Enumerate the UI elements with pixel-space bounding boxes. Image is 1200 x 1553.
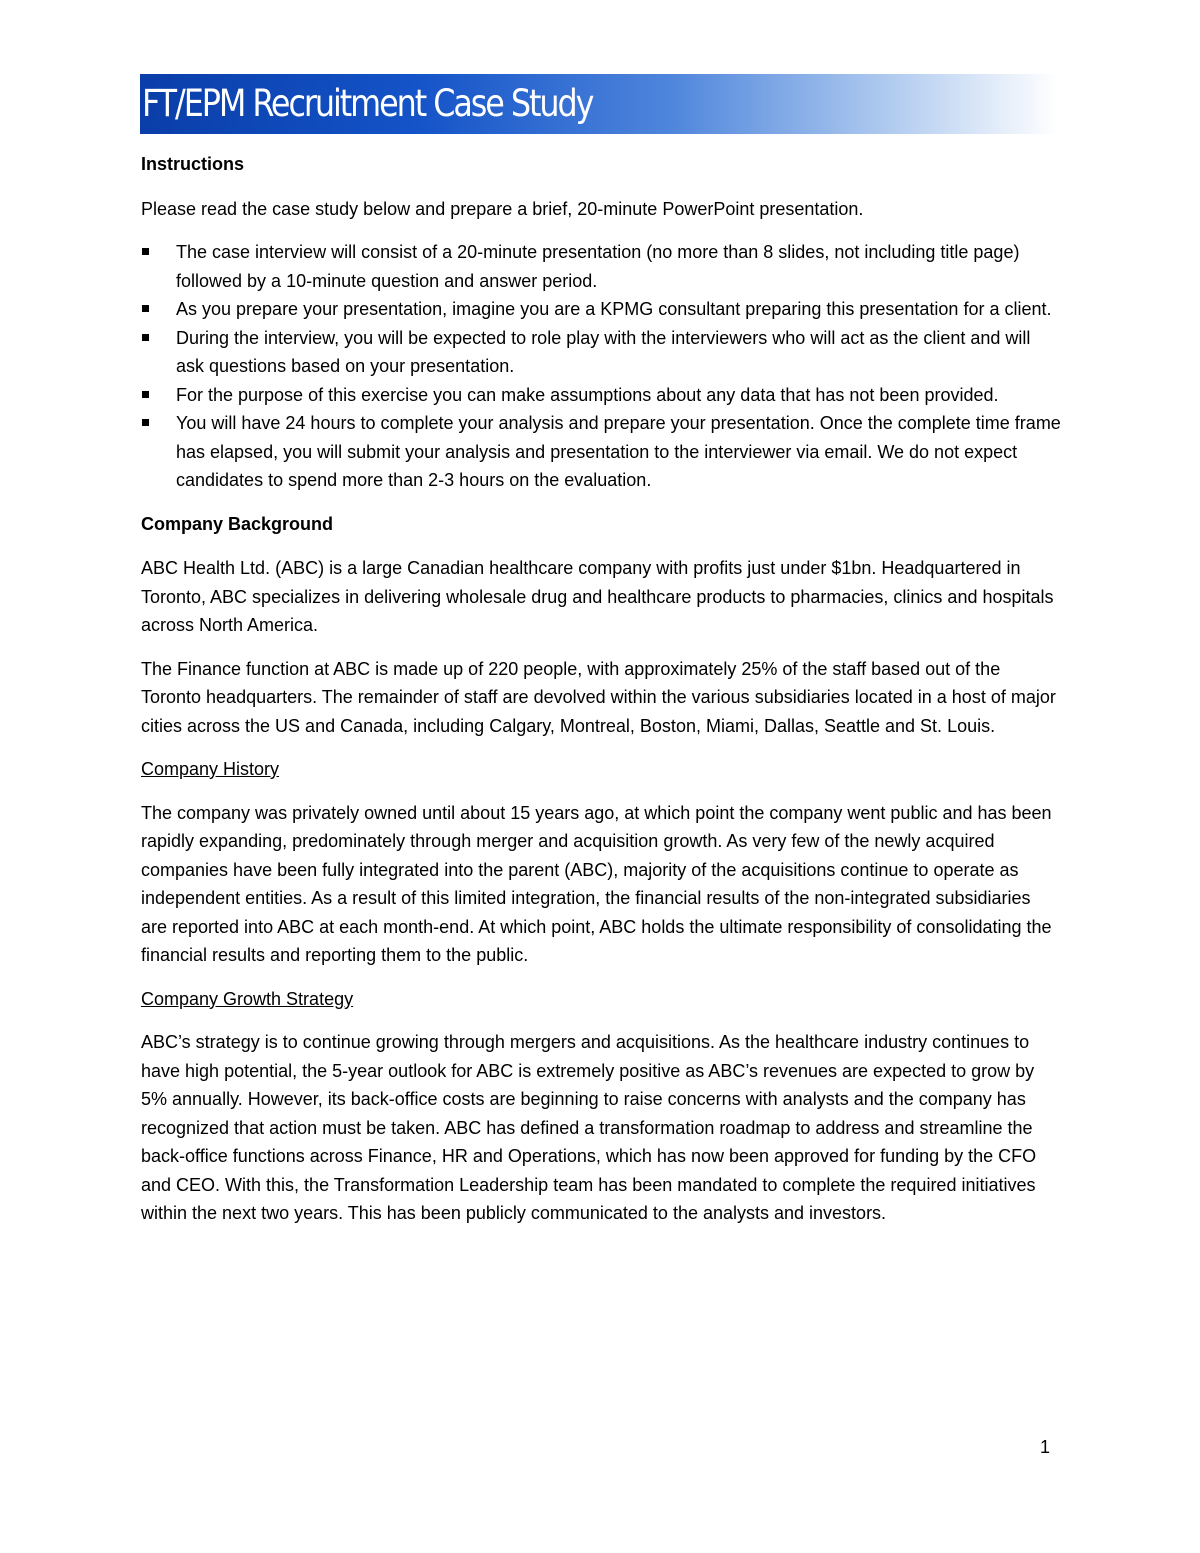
document-title: FT/EPM Recruitment Case Study xyxy=(142,82,593,125)
square-bullet-icon xyxy=(142,334,149,341)
instructions-intro: Please read the case study below and prepare a brief, 20-minute PowerPoint presentation. xyxy=(141,198,864,219)
company-history-heading: Company History xyxy=(141,759,280,779)
list-item-text: As you prepare your presentation, imagine you are a KPMG consultant preparing this presentation for a client. xyxy=(176,299,1052,319)
document-body xyxy=(141,150,1061,1243)
square-bullet-icon xyxy=(142,248,149,255)
list-item xyxy=(141,238,1061,295)
instructions-heading: Instructions xyxy=(141,154,245,174)
background-paragraph: The Finance function at ABC is made up of 220 people, with approximately 25% of the staff based out of the Toronto headquarters. The remainder of staff are devolved within the various subsidiaries located in a host of major cities across the US and Canada, including Calgary, Montreal, Boston, Miami, Dallas, Seattle and St. Louis. xyxy=(141,658,1056,736)
list-item-text: During the interview, you will be expected to role play with the interviewers who will act as the client and will ask questions based on your presentation. xyxy=(176,327,1031,376)
background-paragraph: ABC Health Ltd. (ABC) is a large Canadian healthcare company with profits just under $1bn. Headquartered in Toronto, ABC specializes in delivering wholesale drug and healthcare products to pharmacies, clinics and hospitals across North America. xyxy=(141,558,1054,635)
list-item-text: You will have 24 hours to complete your analysis and prepare your presentation. Once the complete time frame has elapsed, you will submit your analysis and presentation to the interviewer via email. We do not expect candidates to spend more than 2-3 hours on the evaluation. xyxy=(176,413,1061,490)
company-growth-strategy-heading: Company Growth Strategy xyxy=(141,988,354,1009)
list-item-text: The case interview will consist of a 20-minute presentation (no more than 8 slides, not including title page) followed by a 10-minute question and answer period. xyxy=(176,242,1020,291)
instructions-list xyxy=(141,238,1061,495)
history-paragraph: The company was privately owned until about 15 years ago, at which point the company went public and has been rapidly expanding, predominately through merger and acquisition growth. As very few of the newly acquired companies have been fully integrated into the parent (ABC), majority of the acquisitions continue to operate as independent entities. As a result of this limited integration, the financial results of the non-integrated subsidiaries are reported into ABC at each month-end. At which point, ABC holds the ultimate responsibility of consolidating the financial results and reporting them to the public. xyxy=(141,802,1052,965)
list-item xyxy=(141,324,1061,381)
square-bullet-icon xyxy=(142,391,149,398)
list-item xyxy=(141,381,1061,410)
growth-paragraph: ABC’s strategy is to continue growing through mergers and acquisitions. As the healthcare industry continues to have high potential, the 5-year outlook for ABC is extremely positive as ABC’s revenues are expected to grow by 5% annually. However, its back-office costs are beginning to raise concerns with analysts and the company has recognized that action must be taken. ABC has defined a transformation roadmap to address and streamline the back-office functions across Finance, HR and Operations, which has now been approved for funding by the CFO and CEO. With this, the Transformation Leadership team has been mandated to complete the required initiatives within the next two years. This has been publicly communicated to the analysts and investors. xyxy=(141,1032,1037,1223)
square-bullet-icon xyxy=(142,419,149,426)
square-bullet-icon xyxy=(142,305,149,312)
list-item-text: For the purpose of this exercise you can make assumptions about any data that has not been provided. xyxy=(176,384,999,405)
page-number: 1 xyxy=(1040,1437,1051,1457)
list-item xyxy=(141,295,1061,324)
title-banner xyxy=(140,74,1058,134)
company-background-heading: Company Background xyxy=(141,513,334,534)
list-item xyxy=(141,409,1061,495)
